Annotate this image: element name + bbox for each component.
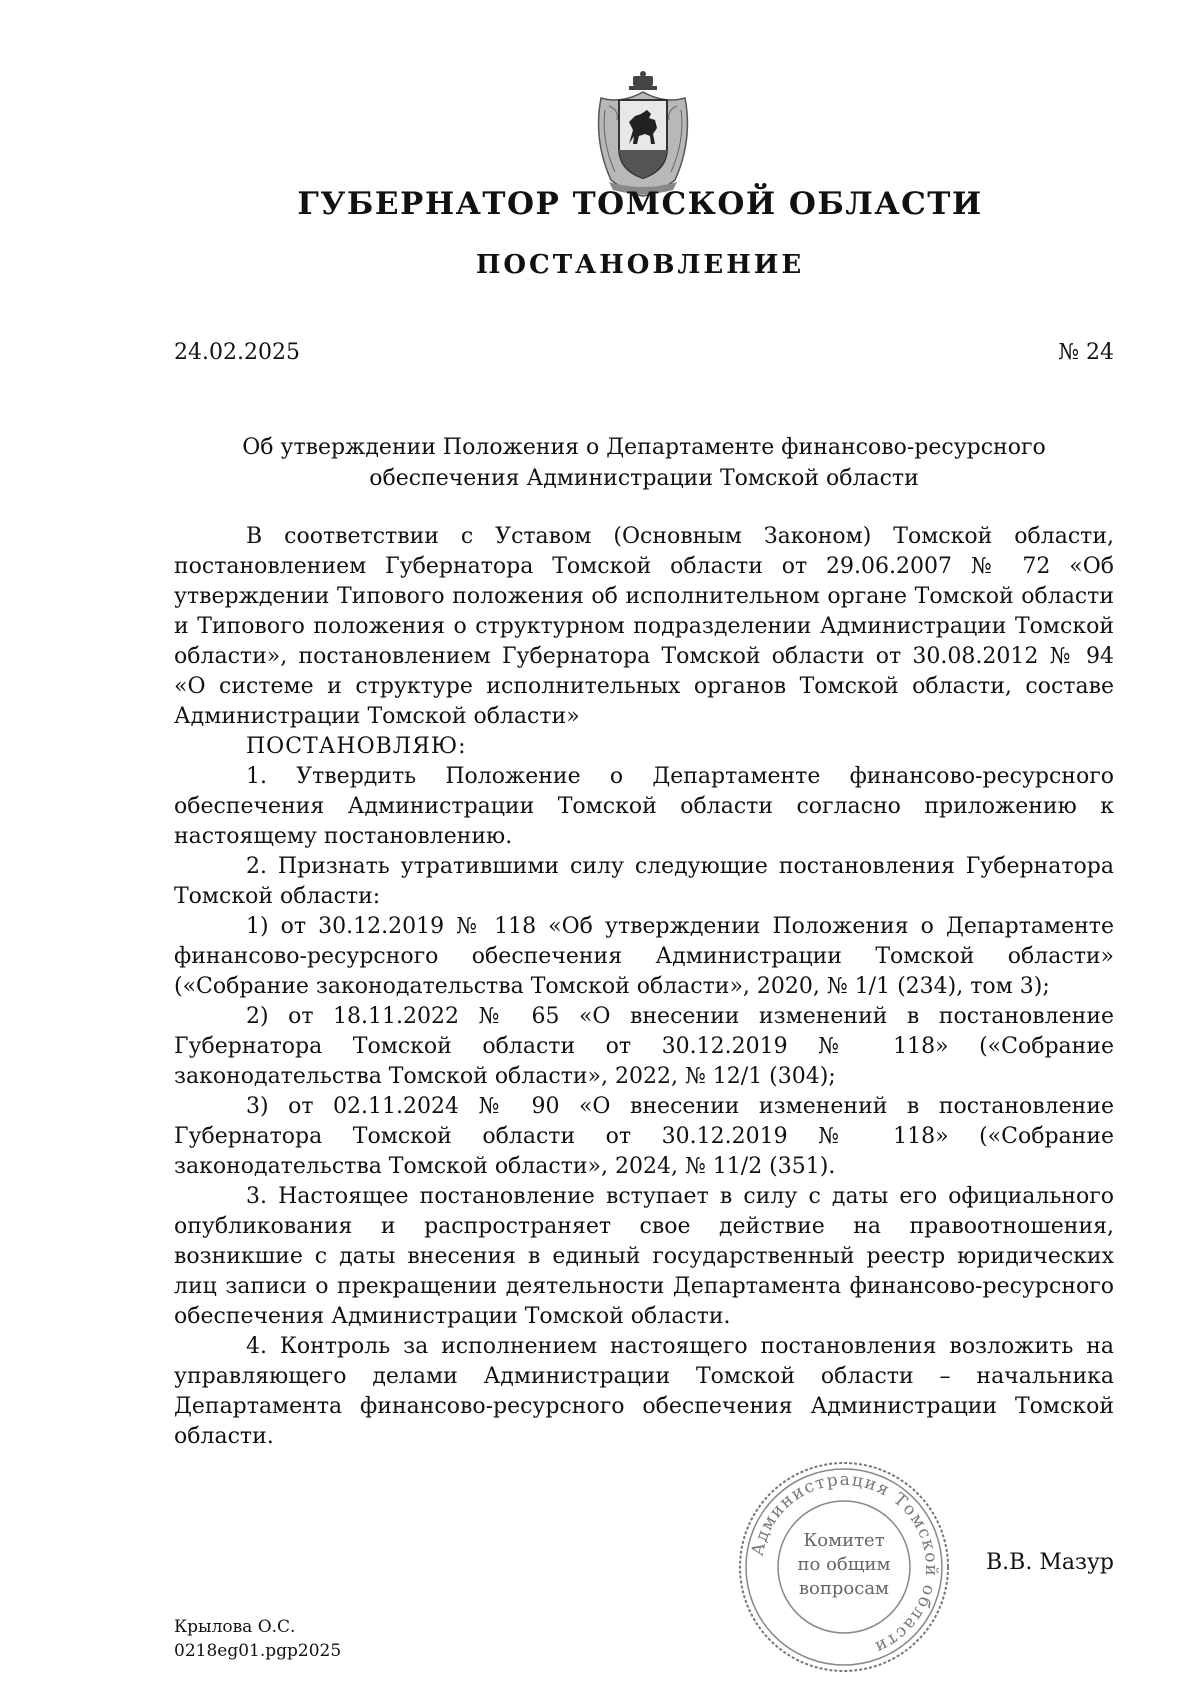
document-subject	[174, 432, 1114, 494]
document-number: № 24	[1058, 340, 1114, 365]
subject-line-2: обеспечения Администрации Томской области	[369, 466, 919, 491]
executor-name: Крылова О.С.	[174, 1617, 296, 1637]
item-1-paragraph: 1. Утвердить Положение о Департаменте финансово-ресурсного обеспечения Администрации Томской области согласно приложению к настоящему постановлению.	[174, 764, 1114, 849]
tomsk-coat-of-arms-icon	[589, 70, 697, 198]
item-2-paragraph: 2. Признать утратившими силу следующие постановления Губернатора Томской области:	[174, 854, 1114, 909]
stamp-ring-text: Администрация Томской области	[747, 1469, 942, 1658]
stamp-center-line-2: по общим	[797, 1554, 891, 1575]
stamp-center-line-1: Комитет	[803, 1530, 885, 1551]
item-4-paragraph: 4. Контроль за исполнением настоящего постановления возложить на управляющего делами Администрации Томской области – начальника Департамента финансово-ресурсного обеспечения Администрации Томской области.	[174, 1334, 1114, 1449]
decree-word: ПОСТАНОВЛЯЮ:	[246, 734, 467, 759]
authority-title: ГУБЕРНАТОР ТОМСКОЙ ОБЛАСТИ	[297, 186, 983, 222]
official-stamp	[735, 1458, 953, 1676]
item-2-1-paragraph: 1) от 30.12.2019 № 118 «Об утверждении Положения о Департаменте финансово-ресурсного обеспечения Администрации Томской области» («Собрание законодательства Томской области», 2020, № 1/1 (234), том 3);	[174, 914, 1114, 999]
document-type: ПОСТАНОВЛЕНИЕ	[475, 250, 805, 280]
item-2-2-paragraph: 2) от 18.11.2022 № 65 «О внесении изменений в постановление Губернатора Томской области от 30.12.2019 № 118» («Собрание законодательства Томской области», 2022, № 12/1 (304);	[174, 1004, 1114, 1089]
subject-line-1: Об утверждении Положения о Департаменте финансово-ресурсного	[242, 435, 1046, 460]
document-date: 24.02.2025	[174, 340, 300, 365]
item-3-paragraph: 3. Настоящее постановление вступает в силу с даты его официального опубликования и распространяет свое действие на правоотношения, возникшие с даты внесения в единый государственный реестр юридических лиц записи о прекращении деятельности Департамента финансово-ресурсного обеспечения Администрации Томской области.	[174, 1184, 1114, 1329]
signatory-name: В.В. Мазур	[986, 1550, 1114, 1575]
executor-block	[174, 1615, 341, 1663]
document-body	[174, 522, 1114, 1452]
preamble-paragraph: В соответствии с Уставом (Основным Законом) Томской области, постановлением Губернатора Томской области от 29.06.2007 № 72 «Об утверждении Типового положения об исполнительном органе Томской области и Типового положения о структурном подразделении Администрации Томской области», постановлением Губернатора Томской области от 30.08.2012 № 94 «О системе и структуре исполнительных органов Томской области, составе Администрации Томской области»	[174, 524, 1114, 729]
stamp-center-line-3: вопросам	[798, 1578, 890, 1599]
item-2-3-paragraph: 3) от 02.11.2024 № 90 «О внесении изменений в постановление Губернатора Томской области от 30.12.2019 № 118» («Собрание законодательства Томской области», 2024, № 11/2 (351).	[174, 1094, 1114, 1179]
executor-file: 0218eg01.pgp2025	[174, 1641, 342, 1661]
